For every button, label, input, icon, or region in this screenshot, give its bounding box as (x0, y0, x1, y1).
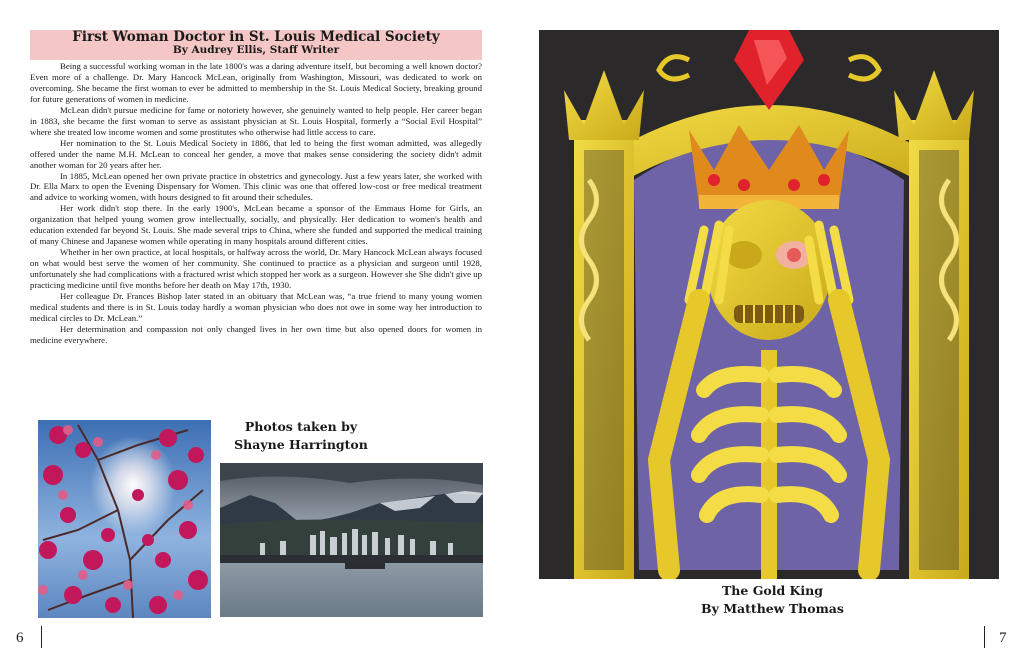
cherry-blossom-photo (38, 420, 211, 618)
article-paragraph: Her colleague Dr. Frances Bishop later stated in an obituary that McLean was, “a true friend to many young women medical students and there is in St. Louis today hardly a woman physician who does not owe in some way her introduction to medical circles to Dr. McLean.” (30, 291, 482, 323)
page-number-left: 6 (16, 630, 24, 646)
headline-banner (30, 30, 482, 60)
article-paragraph: Her determination and compassion not only changed lives in her own time but also opened doors for women in medicine everywhere. (30, 323, 482, 345)
article-body (30, 61, 482, 346)
photos-credit-line1: Photos taken by (244, 419, 358, 434)
cityscape-photo (220, 463, 483, 617)
painting-artist: By Matthew Thomas (701, 601, 844, 616)
painting-caption (640, 582, 905, 618)
painting-title: The Gold King (722, 583, 823, 598)
page-number-divider-right (984, 626, 985, 648)
article-paragraph: Her nomination to the St. Louis Medical Society in 1886, that led to being the first woman admitted, was allegedly offered under the name M.H. McLean to conceal her gender, a move that makes sense considering the society didn't admit another woman for 20 years after her. (30, 137, 482, 170)
article-paragraph: Being a successful working woman in the late 1800's was a daring adventure itself, but becoming a well known doctor? Even more of a challenge. Dr. Mary Hancock McLean, originally from Washington, Missouri, was dedicated to work on overcoming. She became the first woman to ever be admitted to membership in the St. Louis Medical Society, breaking ground for future generations of women in medicine. (30, 61, 482, 104)
article-title: First Woman Doctor in St. Louis Medical Society (72, 29, 440, 45)
article-paragraph: In 1885, McLean opened her own private practice in obstetrics and gynecology. Just a few years later, she worked with Dr. Ella Marx to open the Evening Dispensary for Women. This clinic was one that offered low-cost or free medical treatment and advice to working women, with hours designed to fit around their schedules. (30, 170, 482, 203)
article-paragraph: Her work didn't stop there. In the early 1900's, McLean became a sponsor of the Emmaus Home for Girls, an organization that helped young women grow intellectually, socially, and physically. Her dedication to women's health and education extended far beyond St. Louis. She made several trips to China, where she funded and supported the medical training of many Chinese and Japanese women while operating in many hospitals around different cities. (30, 203, 482, 247)
gold-king-painting (539, 30, 999, 579)
page-number-right: 7 (999, 630, 1007, 646)
article-byline: By Audrey Ellis, Staff Writer (172, 44, 340, 56)
photos-credit (215, 418, 387, 454)
photos-credit-line2: Shayne Harrington (234, 437, 368, 452)
article-paragraph: McLean didn't pursue medicine for fame or notoriety however, she genuinely wanted to help people. Her career began in 1883, she became the first woman to serve as assistant physician at St. Louis Hospital, formerly a “Social Evil Hospital” where she treated low income women and some prostitutes who otherwise had little access to care. (30, 104, 482, 137)
page-number-divider-left (41, 626, 42, 648)
article-paragraph: Whether in her own practice, at local hospitals, or halfway across the world, Dr. Mary Hancock McLean always focused on what would best serve the women of her community. She continued to practice as a physician and surgeon until 1928, unfortunately she had complications with a fractured wrist which stopped her work as a surgeon. However she She didn't give up practicing medicine until five months before her death on May 17th, 1930. (30, 247, 482, 291)
